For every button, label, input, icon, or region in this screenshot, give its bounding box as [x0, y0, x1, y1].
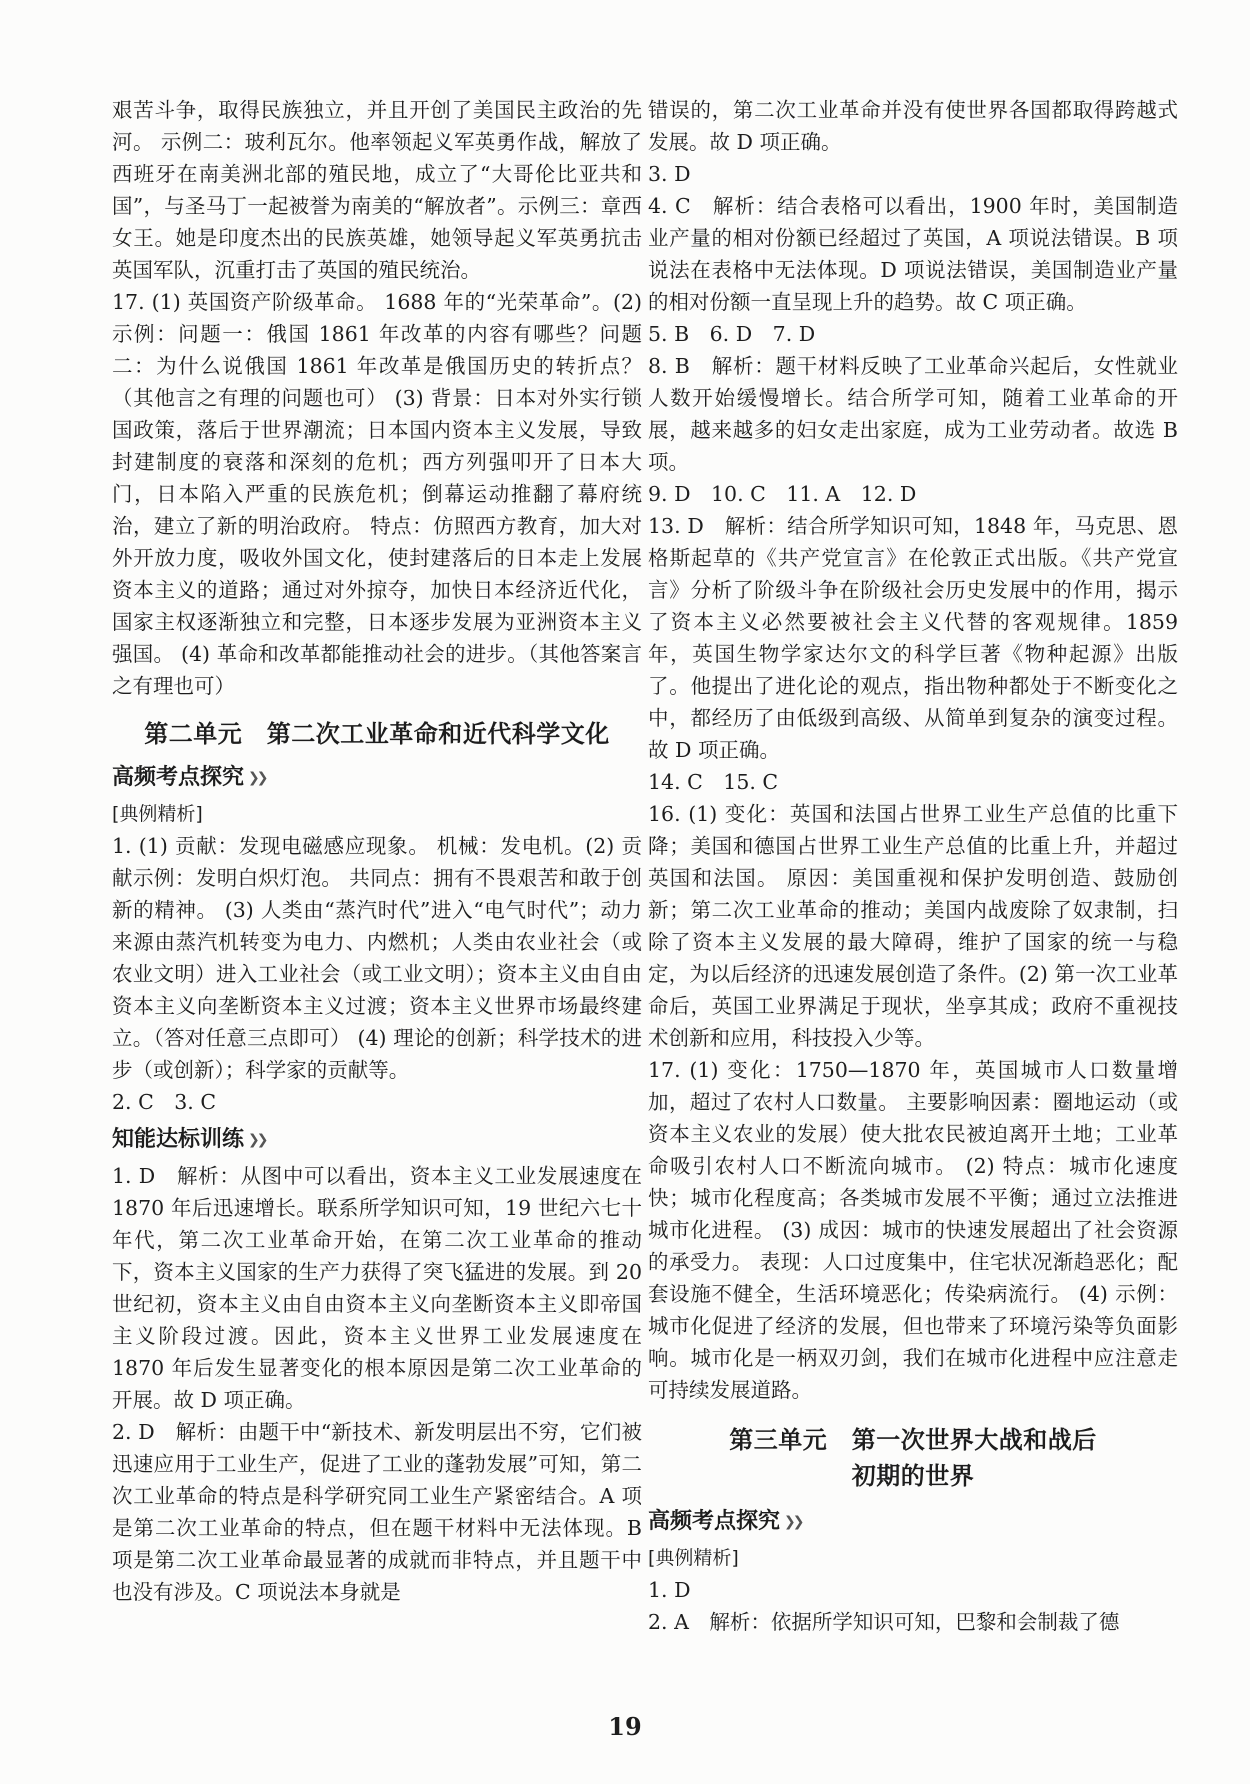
right-para-10: 17. (1) 变化：1750—1870 年，英国城市人口数量增加，超过了农村人口数量。 主要影响因素：圈地运动（或资本主义农业的发展）使大批农民被迫离开土地；工业革命吸引农村人口不断流向城市。 (2) 特点：城市化速度快；城市化程度高；各类城市发展不平衡；通过立法推进城市化进程。 (3) 成因：城市的快速发展超出了社会资源的承受力。 表现：人口过度集中，住宅状况渐趋恶化；配套设施不健全，生活环境恶化；传染病流行。 (4) 示例：城市化促进了经济的发展，但也带来了环境污染等负面影响。城市化是一柄双刃剑，我们在城市化进程中应注意走可持续发展道路。 [648, 1058, 1178, 1402]
left-para-6: 2. D 解析：由题干中“新技术、新发明层出不穷，它们被迅速应用于工业生产，促进了工业的蓬勃发展”可知，第二次工业革命的特点是科学研究同工业生产紧密结合。A 项是第二次工业革命的特点，但在题干材料中无法体现。B 项是第二次工业革命最显著的成就而非特点，并且题干中也没有涉及。C 项说法本身就是 [112, 1420, 642, 1604]
double-chevron-icon: ❯❯ [248, 770, 266, 786]
section-title-training [112, 1124, 642, 1156]
unit3-title [648, 1422, 1178, 1494]
right-para-5: 8. B 解析：题干材料反映了工业革命兴起后，女性就业人数开始缓慢增长。结合所学可知，随着工业革命的开展，越来越多的妇女走出家庭，成为工业劳动者。故选 B 项。 [648, 354, 1178, 474]
left-para-2: 17. (1) 英国资产阶级革命。 1688 年的“光荣革命”。(2) 示例：问题一：俄国 1861 年改革的内容有哪些？问题二：为什么说俄国 1861 年改革是俄国历史的转折点？（其他言之有理的问题也可） (3) 背景：日本对外实行锁国政策，落后于世界潮流；日本国内资本主义发展，导致封建制度的衰落和深刻的危机；西方列强叩开了日本大门，日本陷入严重的民族危机；倒幕运动推翻了幕府统治，建立了新的明治政府。 特点：仿照西方教育，加大对外开放力度，吸收外国文化，使封建落后的日本走上发展资本主义的道路；通过对外掠夺，加快日本经济近代化，国家主权逐渐独立和完整，日本逐步发展为亚洲资本主义强国。 (4) 革命和改革都能推动社会的进步。（其他答案言之有理也可） [112, 290, 642, 698]
right-column [648, 94, 1178, 1638]
right-para-8: 14. C 15. C [648, 770, 779, 794]
section-title-exploration [112, 762, 642, 794]
right-para-2: 3. D [648, 162, 691, 186]
double-chevron-icon: ❯❯ [248, 1132, 266, 1148]
section-title-text: 高频考点探究 [648, 1509, 781, 1534]
right-para-7: 13. D 解析：结合所学知识可知，1848 年，马克思、恩格斯起草的《共产党宣言》在伦敦正式出版。《共产党宣言》分析了阶级斗争在阶级社会历史发展中的作用，揭示了资本主义必然要被社会主义代替的客观规律。1859 年，英国生物学家达尔文的科学巨著《物种起源》出版了。他提出了进化论的观点，指出物种都处于不断变化之中，都经历了由低级到高级、从简单到复杂的演变过程。故 D 项正确。 [648, 514, 1178, 762]
right-para-6: 9. D 10. C 11. A 12. D [648, 482, 917, 506]
section-title-exploration-2 [648, 1506, 1178, 1538]
example-tag-2: [典例精析] [648, 1547, 739, 1569]
right-para-11: 1. D [648, 1578, 691, 1602]
right-para-9: 16. (1) 变化：英国和法国占世界工业生产总值的比重下降；美国和德国占世界工业生产总值的比重上升，并超过英国和法国。 原因：美国重视和保护发明创造、鼓励创新；第二次工业革命的推动；美国内战废除了奴隶制，扫除了资本主义发展的最大障碍，维护了国家的统一与稳定，为以后经济的迅速发展创造了条件。(2) 第一次工业革命后，英国工业界满足于现状，坐享其成；政府不重视技术创新和应用，科技投入少等。 [648, 802, 1178, 1050]
left-para-4: 2. C 3. C [112, 1090, 217, 1114]
left-para-1: 艰苦斗争，取得民族独立，并且开创了美国民主政治的先河。 示例二：玻利瓦尔。他率领起义军英勇作战，解放了西班牙在南美洲北部的殖民地，成立了“大哥伦比亚共和国”，与圣马丁一起被誉为南美的“解放者”。示例三：章西女王。她是印度杰出的民族英雄，她领导起义军英勇抗击英国军队，沉重打击了英国的殖民统治。 [112, 98, 642, 282]
unit2-title: 第二单元 第二次工业革命和近代科学文化 [144, 720, 610, 748]
unit3-title-line2: 初期的世界 [851, 1462, 975, 1490]
page-number: 19 [608, 1712, 642, 1741]
section-title-text: 知能达标训练 [112, 1127, 245, 1152]
section-title-text: 高频考点探究 [112, 765, 245, 790]
left-para-5: 1. D 解析：从图中可以看出，资本主义工业发展速度在 1870 年后迅速增长。联系所学知识可知，19 世纪六七十年代，第二次工业革命开始，在第二次工业革命的推动下，资本主义国家的生产力获得了突飞猛进的发展。到 20 世纪初，资本主义由自由资本主义向垄断资本主义即帝国主义阶段过渡。因此，资本主义世界工业发展速度在 1870 年后发生显著变化的根本原因是第二次工业革命的开展。故 D 项正确。 [112, 1164, 642, 1412]
right-para-12: 2. A 解析：依据所学知识可知，巴黎和会制裁了德 [648, 1610, 1120, 1634]
right-para-1: 错误的，第二次工业革命并没有使世界各国都取得跨越式发展。故 D 项正确。 [648, 98, 1178, 154]
column-divider [636, 94, 637, 1694]
right-para-4: 5. B 6. D 7. D [648, 322, 816, 346]
left-column [112, 94, 642, 1608]
unit3-title-line1: 第三单元 第一次世界大战和战后 [729, 1426, 1097, 1454]
right-para-3: 4. C 解析：结合表格可以看出，1900 年时，美国制造业产量的相对份额已经超过了英国，A 项说法错误。B 项说法在表格中无法体现。D 项说法错误，美国制造业产量的相对份额一直呈现上升的趋势。故 C 项正确。 [648, 194, 1178, 314]
double-chevron-icon: ❯❯ [784, 1514, 802, 1530]
left-para-3: 1. (1) 贡献：发现电磁感应现象。 机械：发电机。(2) 贡献示例：发明白炽灯泡。 共同点：拥有不畏艰苦和敢于创新的精神。 (3) 人类由“蒸汽时代”进入“电气时代”；动力来源由蒸汽机转变为电力、内燃机；人类由农业社会（或农业文明）进入工业社会（或工业文明）；资本主义由自由资本主义向垄断资本主义过渡；资本主义世界市场最终建立。（答对任意三点即可） (4) 理论的创新；科学技术的进步（或创新）；科学家的贡献等。 [112, 834, 642, 1082]
example-tag: [典例精析] [112, 803, 203, 825]
